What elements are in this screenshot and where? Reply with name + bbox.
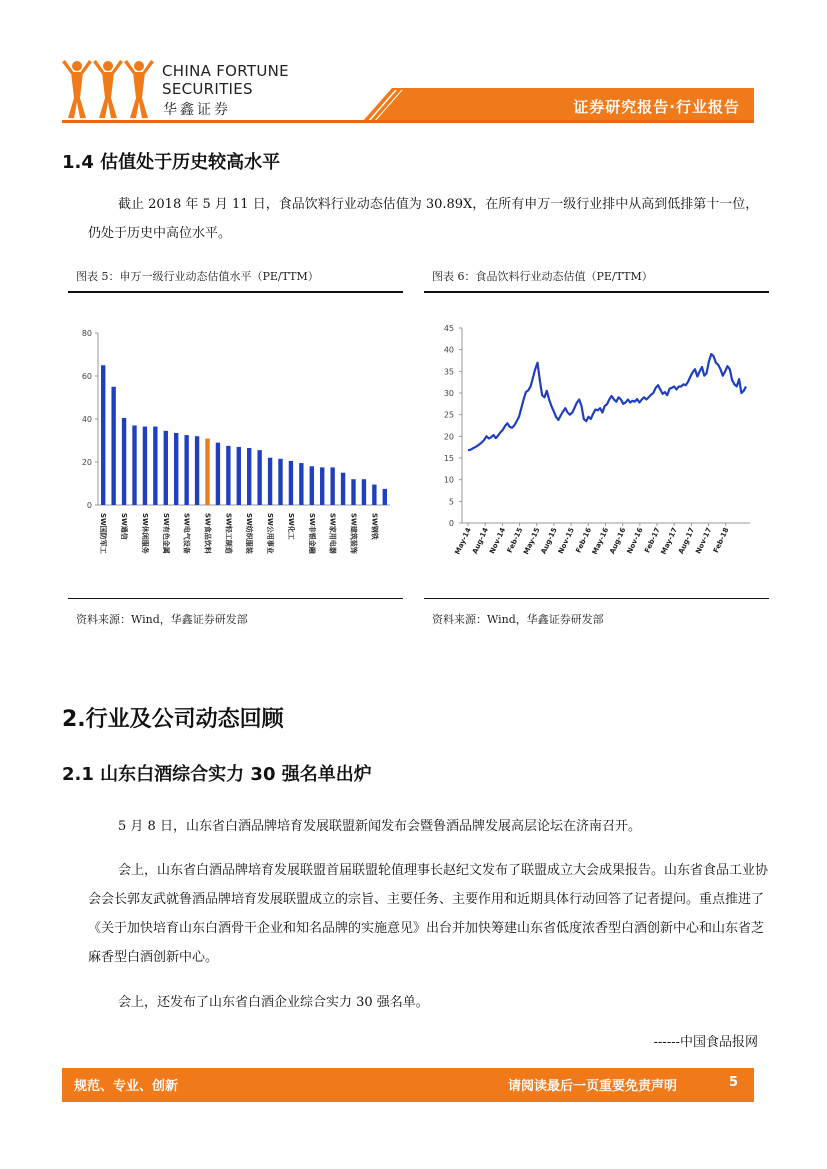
news-source: ------中国食品报网 bbox=[653, 1035, 758, 1050]
section-heading-2-1: 2.1 山东白酒综合实力 30 强名单出炉 bbox=[62, 764, 372, 785]
footer-motto: 规范、专业、创新 bbox=[74, 1079, 179, 1094]
section-heading-1-4: 1.4 估值处于历史较高水平 bbox=[62, 152, 281, 173]
paragraph-news-2: 会上，山东省白酒品牌培育发展联盟首届联盟轮值理事长赵纪文发布了联盟成立大会成果报告。山东省食品工业协会会长郭友武就鲁酒品牌培育发展联盟成立的宗旨、主要任务、主要作用和近期具体行动回答了记者提问。重点推进了《关于加快培育山东白酒骨干企业和知名品牌的实施意见》出台并加快筹建山东省低度浓香型白酒创新中心和山东省芝麻香型白酒创新中心。 bbox=[88, 863, 769, 965]
y-tick-label: 60 bbox=[81, 372, 92, 381]
y-tick-label: 40 bbox=[81, 415, 92, 424]
y-tick-label: 10 bbox=[443, 475, 454, 485]
bar bbox=[351, 479, 355, 505]
bar bbox=[164, 431, 168, 505]
x-tick-label: Nov-14 bbox=[488, 526, 508, 556]
bar bbox=[195, 436, 199, 505]
bar bbox=[184, 435, 188, 505]
paragraph-news-3: 会上，还发布了山东省白酒企业综合实力 30 强名单。 bbox=[118, 995, 429, 1010]
bar bbox=[101, 365, 105, 505]
figure5-bottom-rule bbox=[68, 598, 403, 599]
x-tick-label: May-17 bbox=[659, 526, 679, 556]
x-tick-label: Nov-16 bbox=[625, 526, 645, 556]
x-tick-label: Aug-17 bbox=[677, 526, 697, 556]
x-tick-label: May-14 bbox=[453, 526, 473, 556]
x-tick-label: Feb-16 bbox=[574, 526, 594, 555]
y-tick-label: 45 bbox=[443, 324, 454, 333]
bar bbox=[372, 485, 376, 505]
figure6-bottom-rule bbox=[424, 598, 769, 599]
page-number: 5 bbox=[729, 1075, 739, 1090]
figure6-line-chart bbox=[424, 318, 769, 580]
bar bbox=[299, 463, 303, 505]
x-tick-label: Aug-14 bbox=[470, 526, 490, 556]
brand-name-chinese: 华鑫证券 bbox=[163, 102, 231, 118]
bar bbox=[237, 447, 241, 505]
brand-line-2: SECURITIES bbox=[162, 80, 253, 98]
bar bbox=[216, 443, 220, 505]
bar bbox=[362, 479, 366, 505]
bar bbox=[205, 439, 209, 505]
figure6-source: 资料来源：Wind，华鑫证券研发部 bbox=[432, 613, 604, 626]
company-logo-icon bbox=[62, 58, 156, 120]
bar bbox=[153, 427, 157, 505]
x-tick-label: Feb-17 bbox=[643, 526, 662, 555]
y-tick-label: 5 bbox=[448, 497, 454, 507]
x-tick-label: May-16 bbox=[590, 526, 611, 556]
bar bbox=[320, 467, 324, 505]
figure5-title: 图表 5：申万一级行业动态估值水平（PE/TTM） bbox=[76, 270, 319, 283]
x-tick-label: SW食品饮料 bbox=[203, 513, 212, 554]
x-tick-label: Aug-16 bbox=[608, 526, 628, 556]
footer-disclaimer-link[interactable]: 请阅读最后一页重要免责声明 bbox=[508, 1079, 678, 1094]
x-tick-label: SW轻工制造 bbox=[224, 513, 233, 554]
figure6-top-rule bbox=[424, 291, 769, 293]
x-tick-label: SW化工 bbox=[286, 513, 295, 540]
x-tick-label: May-15 bbox=[522, 526, 542, 556]
x-tick-label: Aug-15 bbox=[539, 526, 559, 556]
x-tick-label: SW电气设备 bbox=[182, 513, 191, 554]
y-tick-label: 35 bbox=[443, 367, 454, 377]
figure6-title: 图表 6：食品饮料行业动态估值（PE/TTM） bbox=[432, 270, 653, 283]
brand-line-1: CHINA FORTUNE bbox=[162, 62, 289, 80]
y-tick-label: 25 bbox=[443, 410, 454, 420]
bar bbox=[226, 446, 230, 505]
x-tick-label: SW建筑装饰 bbox=[349, 513, 358, 554]
series-line bbox=[468, 354, 746, 450]
x-tick-label: SW纺织服装 bbox=[245, 513, 254, 554]
y-tick-label: 20 bbox=[443, 432, 454, 442]
report-type-label: 证券研究报告·行业报告 bbox=[573, 98, 740, 116]
bar bbox=[132, 425, 136, 505]
y-tick-label: 15 bbox=[443, 454, 454, 463]
y-tick-label: 40 bbox=[443, 345, 454, 355]
figure5-source: 资料来源：Wind，华鑫证券研发部 bbox=[76, 613, 248, 626]
figure5-bar-chart bbox=[68, 320, 403, 580]
bar bbox=[310, 466, 314, 505]
bar bbox=[111, 387, 115, 505]
paragraph-news-1: 5 月 8 日，山东省白酒品牌培育发展联盟新闻发布会暨鲁酒品牌发展高层论坛在济南召开。 bbox=[118, 819, 641, 834]
x-tick-label: SW家用电器 bbox=[328, 513, 337, 554]
y-tick-label: 20 bbox=[81, 458, 92, 467]
x-tick-label: SW国防军工 bbox=[99, 513, 108, 554]
bar bbox=[330, 467, 334, 505]
x-tick-label: Nov-15 bbox=[556, 526, 576, 556]
header-rule bbox=[62, 120, 754, 123]
x-tick-label: SW公用事业 bbox=[266, 513, 275, 554]
x-tick-label: SW有色金属 bbox=[161, 513, 170, 554]
bar bbox=[143, 427, 147, 505]
bar bbox=[247, 448, 251, 505]
x-tick-label: Feb-15 bbox=[505, 526, 525, 555]
x-tick-label: SW通信 bbox=[120, 513, 129, 540]
y-tick-label: 0 bbox=[448, 519, 454, 528]
x-tick-label: SW钢铁 bbox=[370, 513, 379, 540]
bar bbox=[289, 461, 293, 505]
x-tick-label: Nov-17 bbox=[694, 526, 714, 556]
bar bbox=[278, 459, 282, 505]
y-tick-label: 30 bbox=[443, 389, 454, 398]
bar bbox=[122, 418, 126, 505]
x-tick-label: SW休闲服务 bbox=[140, 513, 149, 554]
bar bbox=[257, 450, 261, 505]
bar bbox=[383, 489, 387, 505]
y-tick-label: 80 bbox=[81, 329, 92, 338]
y-tick-label: 0 bbox=[86, 501, 92, 510]
figure5-top-rule bbox=[68, 291, 403, 293]
paragraph-valuation: 截止 2018 年 5 月 11 日，食品饮料行业动态估值为 30.89X，在所有申万一级行业排中从高到低排第十一位，仍处于历史中高位水平。 bbox=[88, 197, 759, 241]
section-heading-2: 2.行业及公司动态回顾 bbox=[62, 707, 284, 732]
x-tick-label: Feb-18 bbox=[711, 526, 731, 555]
bar bbox=[341, 473, 345, 505]
x-tick-label: SW非银金融 bbox=[307, 513, 316, 554]
brand-name-english bbox=[162, 62, 289, 98]
bar bbox=[268, 458, 272, 505]
bar bbox=[174, 433, 178, 505]
